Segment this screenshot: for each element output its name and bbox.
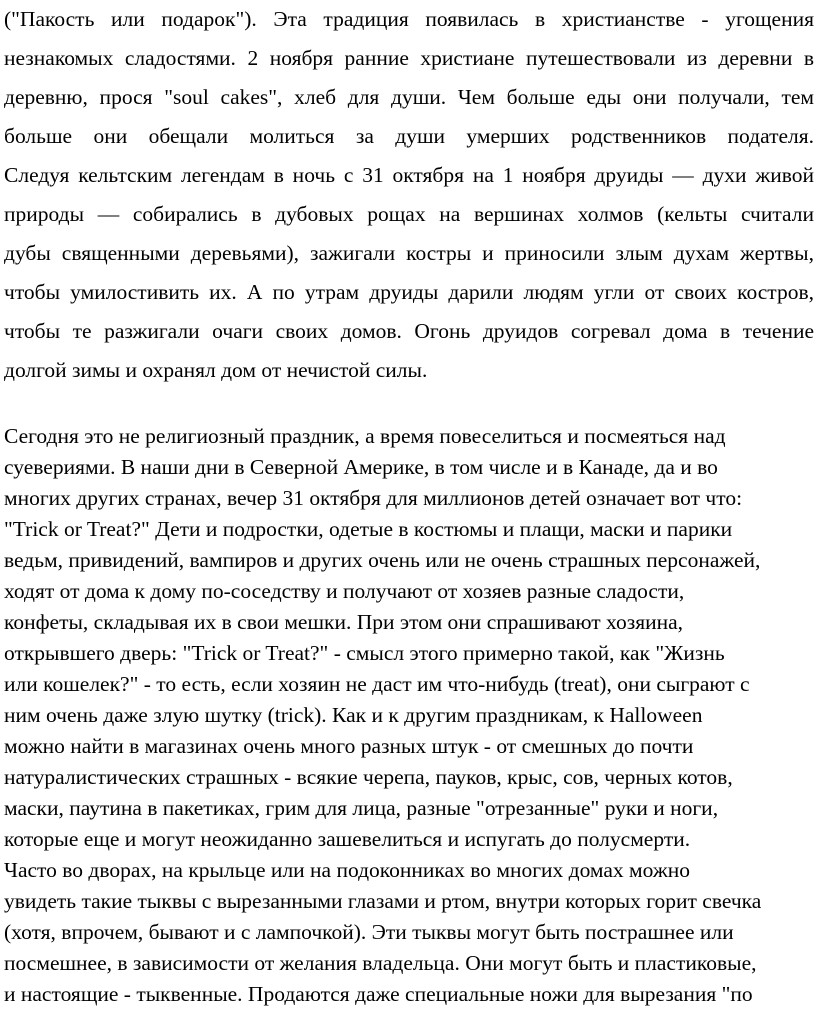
text-line: долгой зимы и охранял дом от нечистой силы.	[4, 358, 428, 382]
text-line: конфеты, складывая их в свои мешки. При этом они спрашивают хозяина,	[4, 610, 684, 634]
text-line: суевериями. В наши дни в Северной Америке, в том числе и в Канаде, да и во	[4, 455, 718, 479]
text-line: ходят от дома к дому по-соседству и получают от хозяев разные сладости,	[4, 579, 685, 603]
text-line: дубы священными деревьями), зажигали костры и приносили злым духам жертвы,	[4, 241, 814, 265]
text-line: (хотя, впрочем, бывают и с лампочкой). Эти тыквы могут быть пострашнее или	[4, 920, 734, 944]
document-page	[4, 0, 814, 1010]
text-line: незнакомых сладостями. 2 ноября ранние христиане путешествовали из деревни в	[4, 46, 814, 70]
text-line: которые еще и могут неожиданно зашевелиться и испугать до полусмерти.	[4, 827, 691, 851]
text-line: "Trick or Treat?" Дети и подростки, одетые в костюмы и плащи, маски и парики	[4, 517, 733, 541]
text-line: ним очень даже злую шутку (trick). Как и к другим праздникам, к Halloween	[4, 703, 703, 727]
text-line: больше они обещали молиться за души умерших родственников подателя.	[4, 124, 814, 148]
text-line: натуралистических страшных - всякие черепа, пауков, крыс, сов, черных котов,	[4, 765, 733, 789]
text-line: Сегодня это не религиозный праздник, а время повеселиться и посмеяться над	[4, 424, 726, 448]
text-line: маски, паутина в пакетиках, грим для лица, разные "отрезанные" руки и ноги,	[4, 796, 719, 820]
text-line: открывшего дверь: "Trick or Treat?" - смысл этого примерно такой, как "Жизнь	[4, 641, 725, 665]
text-line: природы — собирались в дубовых рощах на вершинах холмов (кельты считали	[4, 202, 814, 226]
text-line: ведьм, привидений, вампиров и других очень или не очень страшных персонажей,	[4, 548, 761, 572]
text-line: или кошелек?" - то есть, если хозяин не даст им что-нибудь (treat), они сыграют с	[4, 672, 750, 696]
text-line: Часто во дворах, на крыльце или на подоконниках во многих домах можно	[4, 858, 690, 882]
paragraph-1	[4, 0, 814, 390]
text-line: посмешнее, в зависимости от желания владельца. Они могут быть и пластиковые,	[4, 951, 757, 975]
text-line: Следуя кельтским легендам в ночь с 31 октября на 1 ноября друиды — духи живой	[4, 163, 814, 187]
text-line: ("Пакость или подарок"). Эта традиция появилась в христианстве - угощения	[4, 7, 814, 31]
text-line: и настоящие - тыквенные. Продаются даже специальные ножи для вырезания "по	[4, 982, 753, 1006]
text-line: можно найти в магазинах очень много разных штук - от смешных до почти	[4, 734, 694, 758]
text-line: чтобы умилостивить их. А по утрам друиды дарили людям угли от своих костров,	[4, 280, 814, 304]
text-line: многих других странах, вечер 31 октября для миллионов детей означает вот что:	[4, 486, 743, 510]
text-line: увидеть такие тыквы с вырезанными глазами и ртом, внутри которых горит свечка	[4, 889, 762, 913]
paragraph-gap	[4, 390, 814, 421]
text-line: чтобы те разжигали очаги своих домов. Огонь друидов согревал дома в течение	[4, 319, 814, 343]
text-line: деревню, прося "soul cakes", хлеб для души. Чем больше еды они получали, тем	[4, 85, 814, 109]
paragraph-2	[4, 421, 814, 1010]
